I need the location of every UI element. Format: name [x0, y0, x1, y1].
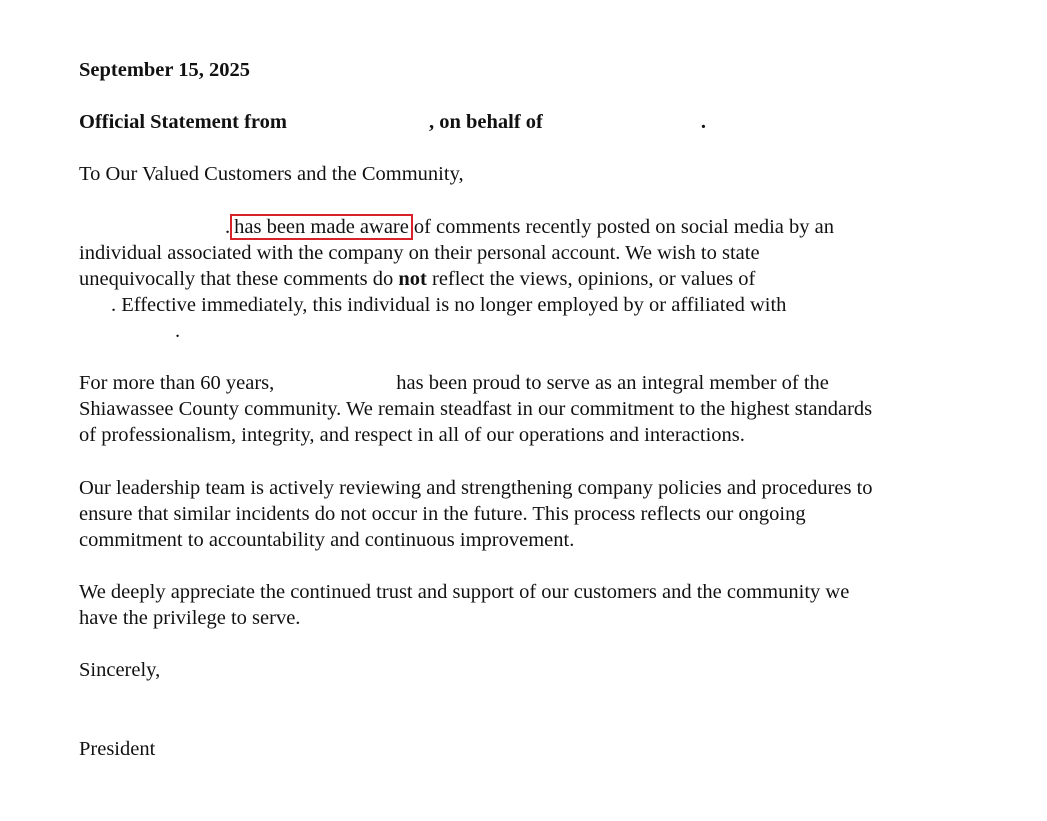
- p1-line-2: individual associated with the company on their personal account. We wish to state: [79, 242, 760, 264]
- p2-line-1: [79, 370, 829, 396]
- redacted-company-name: [79, 216, 225, 236]
- p2-line-1-a: For more than 60 years,: [79, 372, 275, 394]
- redacted-company-name: [79, 320, 175, 340]
- p1-line-5-end: .: [175, 320, 181, 342]
- heading-end: .: [700, 111, 707, 133]
- redacted-company-short: [79, 294, 111, 314]
- highlighted-phrase: has been made aware: [230, 214, 413, 240]
- p3-line-1: Our leadership team is actively reviewing and strengthening company policies and procedures to: [79, 477, 873, 499]
- p3-line-2: ensure that similar incidents do not occur in the future. This process reflects our ongoing: [79, 503, 806, 525]
- p1-line-3-b: reflect the views, opinions, or values of: [432, 268, 756, 290]
- closing: Sincerely,: [79, 659, 161, 681]
- redacted-company-name: [274, 372, 396, 392]
- heading-middle: , on behalf of: [428, 111, 543, 133]
- redacted-company-name: [287, 111, 429, 131]
- p1-line-1: [79, 214, 834, 240]
- letter-date: September 15, 2025: [79, 59, 251, 81]
- redacted-signature: [79, 707, 239, 727]
- salutation: To Our Valued Customers and the Community,: [79, 163, 464, 185]
- p1-line-4-text: . Effective immediately, this individual is no longer employed by or affiliated with: [111, 294, 787, 316]
- p1-line-4: [79, 292, 786, 318]
- p4-line-2: have the privilege to serve.: [79, 607, 301, 629]
- p1-lead-period: .: [225, 216, 231, 238]
- statement-heading: [79, 109, 706, 135]
- p1-line-1-rest: of comments recently posted on social media by an: [413, 216, 834, 238]
- p1-line-3: [79, 266, 755, 292]
- p1-line-5: [79, 318, 180, 344]
- signer-title: President: [79, 738, 156, 760]
- p4-line-1: We deeply appreciate the continued trust and support of our customers and the community we: [79, 581, 850, 603]
- p2-line-2: Shiawassee County community. We remain steadfast in our commitment to the highest standards: [79, 398, 873, 420]
- p2-line-1-b: has been proud to serve as an integral member of the: [396, 372, 829, 394]
- redacted-signer-name: [79, 705, 239, 731]
- redacted-behalf-name: [543, 111, 701, 131]
- p3-line-3: commitment to accountability and continuous improvement.: [79, 529, 575, 551]
- p1-line-3-a: unequivocally that these comments do: [79, 268, 394, 290]
- p2-line-3: of professionalism, integrity, and respect in all of our operations and interactions.: [79, 424, 745, 446]
- p1-emphasis-not: not: [398, 268, 427, 290]
- heading-prefix: Official Statement from: [79, 111, 287, 133]
